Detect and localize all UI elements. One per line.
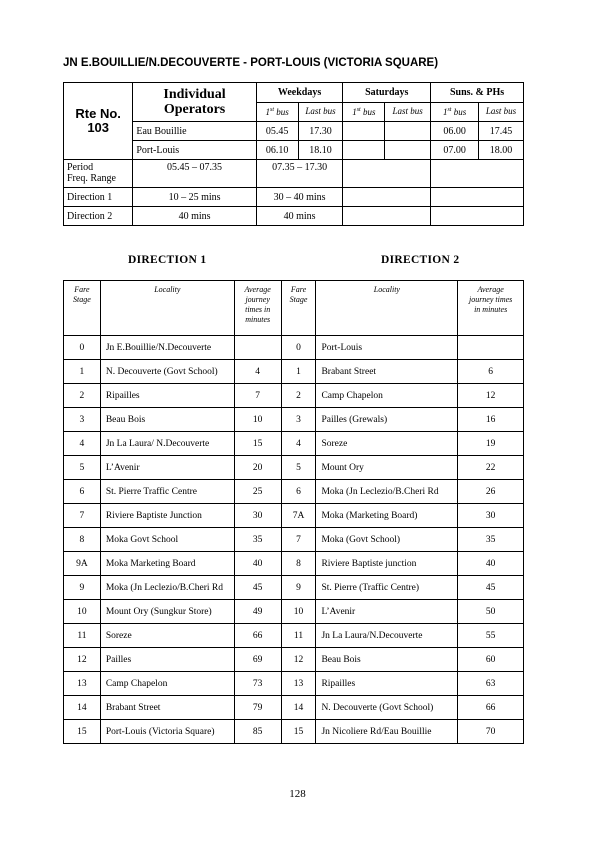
fare-stage-cell: 14 [64,696,101,720]
fare-stage-cell: 3 [281,408,316,432]
time-cell: 6 [458,360,524,384]
schedule-row [64,122,524,141]
sun-last-bus-header: Last bus [479,103,524,122]
fare-stage-cell: 8 [64,528,101,552]
time-cell: 06.10 [256,141,298,160]
locality-cell: Moka (Govt School) [316,528,458,552]
saturdays-header: Saturdays [343,83,431,103]
empty-cell [431,160,524,188]
locality-cell: Ripailles [100,384,234,408]
locality-header: Locality [100,281,234,336]
time-cell: 4 [234,360,281,384]
locality-cell: Jn E.Bouillie/N.Decouverte [100,336,234,360]
locality-cell: N. Decouverte (Govt School) [316,696,458,720]
time-cell [385,122,431,141]
locality-cell: Riviere Baptiste Junction [100,504,234,528]
fares-header-row [64,281,524,336]
operators-label-2: Operators [163,102,226,117]
time-cell: 25 [234,480,281,504]
locality-cell: Port-Louis [316,336,458,360]
sat-first-bus-header: 1st bus [343,103,385,122]
wd-last-bus-header: Last bus [298,103,343,122]
time-cell [343,141,385,160]
fare-stage-cell: 6 [64,480,101,504]
place-cell: Port-Louis [133,141,256,160]
locality-cell: Soreze [100,624,234,648]
locality-cell: Jn La Laura/ N.Decouverte [100,432,234,456]
fare-stage-cell: 13 [281,672,316,696]
avg-time-header: Average journey times in minutes [234,281,281,336]
time-cell: 73 [234,672,281,696]
freq-cell: 40 mins [133,207,256,226]
fare-stage-cell: 9 [64,576,101,600]
period-row [64,160,524,188]
fare-stage-cell: 5 [281,456,316,480]
time-cell: 12 [458,384,524,408]
time-cell: 06.00 [431,122,479,141]
fare-row [64,576,524,600]
freq-cell: 30 – 40 mins [256,188,343,207]
locality-cell: St. Pierre (Traffic Centre) [316,576,458,600]
time-cell: 16 [458,408,524,432]
time-cell: 26 [458,480,524,504]
fare-row [64,600,524,624]
fare-stage-cell: 1 [64,360,101,384]
period-2: 07.35 – 17.30 [256,160,343,188]
fare-stage-cell: 0 [281,336,316,360]
locality-cell: St. Pierre Traffic Centre [100,480,234,504]
fare-stage-cell: 3 [64,408,101,432]
avg-time-header: Average journey times in minutes [458,281,524,336]
fare-row [64,480,524,504]
fare-row [64,672,524,696]
route-number-cell [64,83,133,160]
locality-cell: Camp Chapelon [316,384,458,408]
time-cell: 22 [458,456,524,480]
period-1: 05.45 – 07.35 [133,160,256,188]
locality-cell: Beau Bois [100,408,234,432]
time-cell: 20 [234,456,281,480]
time-cell: 30 [234,504,281,528]
locality-cell: Pailles [100,648,234,672]
empty-cell [343,160,431,188]
locality-cell: Moka Marketing Board [100,552,234,576]
fare-stage-cell: 12 [281,648,316,672]
schedule-row [64,141,524,160]
time-cell: 69 [234,648,281,672]
locality-cell: Port-Louis (Victoria Square) [100,720,234,744]
fare-row [64,384,524,408]
direction-2-row [64,207,524,226]
time-cell [385,141,431,160]
locality-cell: Soreze [316,432,458,456]
locality-cell: Pailles (Grewals) [316,408,458,432]
empty-cell [343,188,431,207]
time-cell: 40 [458,552,524,576]
time-cell: 66 [458,696,524,720]
locality-cell: N. Decouverte (Govt School) [100,360,234,384]
time-cell [458,336,524,360]
fare-row [64,504,524,528]
locality-header: Locality [316,281,458,336]
fare-stage-header: Fare Stage [64,281,101,336]
time-cell: 05.45 [256,122,298,141]
fare-stage-cell: 9A [64,552,101,576]
fare-row [64,336,524,360]
time-cell: 35 [458,528,524,552]
time-cell: 70 [458,720,524,744]
wd-first-bus-header: 1st bus [256,103,298,122]
time-cell: 40 [234,552,281,576]
locality-cell: Brabant Street [316,360,458,384]
fare-stage-cell: 4 [64,432,101,456]
fare-stage-cell: 15 [64,720,101,744]
operators-header [133,83,256,122]
fare-stage-cell: 0 [64,336,101,360]
fare-row [64,624,524,648]
locality-cell: Moka (Marketing Board) [316,504,458,528]
fare-row [64,456,524,480]
fare-stage-cell: 11 [64,624,101,648]
locality-cell: Jn La Laura/N.Decouverte [316,624,458,648]
fare-row [64,408,524,432]
time-cell: 7 [234,384,281,408]
fare-stage-cell: 2 [281,384,316,408]
route-label: Rte No. [75,105,121,121]
direction-1-heading: DIRECTION 1 [128,254,207,266]
fare-stage-cell: 11 [281,624,316,648]
time-cell: 63 [458,672,524,696]
fare-stage-cell: 14 [281,696,316,720]
fare-stage-cell: 13 [64,672,101,696]
operators-label-1: Individual [163,86,226,102]
fare-row [64,696,524,720]
fare-stage-cell: 10 [64,600,101,624]
time-cell: 30 [458,504,524,528]
period-label: Period Freq. Range [64,160,133,188]
time-cell: 10 [234,408,281,432]
fare-stage-cell: 2 [64,384,101,408]
fare-stage-cell: 10 [281,600,316,624]
time-cell: 49 [234,600,281,624]
locality-cell: Camp Chapelon [100,672,234,696]
empty-cell [343,207,431,226]
fare-row [64,528,524,552]
time-cell: 19 [458,432,524,456]
fare-stage-cell: 6 [281,480,316,504]
time-cell: 79 [234,696,281,720]
fare-stage-cell: 7A [281,504,316,528]
time-cell: 45 [234,576,281,600]
fare-row [64,648,524,672]
direction-1-row [64,188,524,207]
time-cell: 50 [458,600,524,624]
fare-row [64,360,524,384]
time-cell: 07.00 [431,141,479,160]
page-number: 128 [289,788,306,800]
time-cell: 18.10 [298,141,343,160]
time-cell: 60 [458,648,524,672]
route-number: 103 [87,120,110,135]
time-cell: 15 [234,432,281,456]
locality-cell: Ripailles [316,672,458,696]
fare-stage-cell: 7 [64,504,101,528]
fare-stage-cell: 4 [281,432,316,456]
locality-cell: Mount Ory (Sungkur Store) [100,600,234,624]
fare-stage-cell: 8 [281,552,316,576]
locality-cell: Brabant Street [100,696,234,720]
time-cell: 17.30 [298,122,343,141]
fare-stage-cell: 15 [281,720,316,744]
time-cell: 18.00 [479,141,524,160]
schedule-table [63,82,524,226]
locality-cell: Beau Bois [316,648,458,672]
fare-stage-cell: 1 [281,360,316,384]
time-cell: 17.45 [479,122,524,141]
fare-stage-header: Fare Stage [281,281,316,336]
freq-cell: 40 mins [256,207,343,226]
fare-row [64,552,524,576]
locality-cell: L’Avenir [100,456,234,480]
sun-first-bus-header: 1st bus [431,103,479,122]
fare-stage-cell: 9 [281,576,316,600]
time-cell [343,122,385,141]
direction-2-heading: DIRECTION 2 [381,254,460,266]
time-cell: 45 [458,576,524,600]
locality-cell: Moka (Jn Leclezio/B.Cheri Rd [100,576,234,600]
sat-last-bus-header: Last bus [385,103,431,122]
empty-cell [431,207,524,226]
freq-cell: 10 – 25 mins [133,188,256,207]
locality-cell: Riviere Baptiste junction [316,552,458,576]
locality-cell: Jn Nicoliere Rd/Eau Bouillie [316,720,458,744]
suns-header: Suns. & PHs [431,83,524,103]
direction-2-label: Direction 2 [64,207,133,226]
empty-cell [431,188,524,207]
time-cell: 35 [234,528,281,552]
fare-row [64,720,524,744]
fare-stages-table [63,280,524,744]
fare-stage-cell: 5 [64,456,101,480]
time-cell: 66 [234,624,281,648]
locality-cell: L’Avenir [316,600,458,624]
weekdays-header: Weekdays [256,83,343,103]
page-title: JN E.BOUILLIE/N.DECOUVERTE - PORT-LOUIS (VICTORIA SQUARE) [63,57,439,69]
locality-cell: Moka Govt School [100,528,234,552]
locality-cell: Mount Ory [316,456,458,480]
fare-stage-cell: 7 [281,528,316,552]
fare-row [64,432,524,456]
time-cell: 55 [458,624,524,648]
direction-1-label: Direction 1 [64,188,133,207]
time-cell [234,336,281,360]
place-cell: Eau Bouillie [133,122,256,141]
time-cell: 85 [234,720,281,744]
locality-cell: Moka (Jn Leclezio/B.Cheri Rd [316,480,458,504]
fare-stage-cell: 12 [64,648,101,672]
